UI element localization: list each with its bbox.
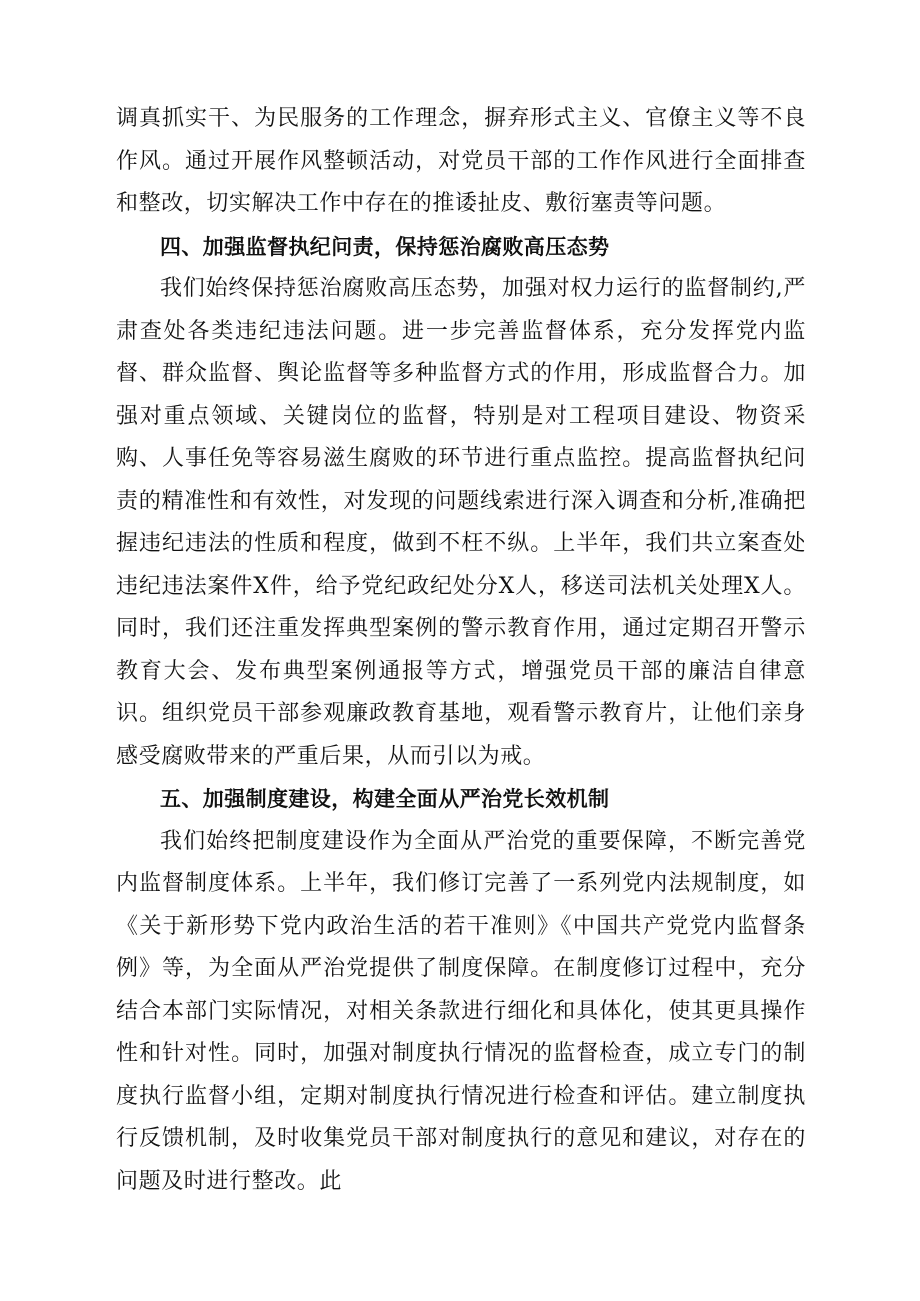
- paragraph-intro: 调真抓实干、为民服务的工作理念，摒弃形式主义、官僚主义等不良作风。通过开展作风整顿活动，对党员干部的工作作风进行全面排查和整改，切实解决工作中存在的推诿扯皮、敷衍塞责等问题。: [116, 106, 806, 216]
- paragraph-section-5: 我们始终把制度建设作为全面从严治党的重要保障，不断完善党内监督制度体系。上半年，我们修订完善了一系列党内法规制度，如《关于新形势下党内政治生活的若干准则》《中国共产党党内监督条例》等，为全面从严治党提供了制度保障。在制度修订过程中，充分结合本部门实际情况，对相关条款进行细化和具体化，使其更具操作性和针对性。同时，加强对制度执行情况的监督检查，成立专门的制度执行监督小组，定期对制度执行情况进行检查和评估。建立制度执行反馈机制，及时收集党员干部对制度执行的意见和建议，对存在的问题及时进行整改。此: [116, 828, 806, 1194]
- document-body: [116, 98, 806, 1203]
- paragraph-section-4: 我们始终保持惩治腐败高压态势，加强对权力运行的监督制约,严肃查处各类违纪违法问题。进一步完善监督体系，充分发挥党内监督、群众监督、舆论监督等多种监督方式的作用，形成监督合力。加强对重点领域、关键岗位的监督，特别是对工程项目建设、物资采购、人事任免等容易滋生腐败的环节进行重点监控。提高监督执纪问责的精准性和有效性，对发现的问题线索进行深入调查和分析,准确把握违纪违法的性质和程度，做到不枉不纵。上半年，我们共立案查处违纪违法案件X件，给予党纪政纪处分X人，移送司法机关处理X人。同时，我们还注重发挥典型案例的警示教育作用，通过定期召开警示教育大会、发布典型案例通报等方式，增强党员干部的廉洁自律意识。组织党员干部参观廉政教育基地，观看警示教育片，让他们亲身感受腐败带来的严重后果，从而引以为戒。: [116, 276, 806, 769]
- section-heading-4: 四、加强监督执纪问责，保持惩治腐败高压态势: [160, 234, 610, 259]
- section-heading-5: 五、加强制度建设，构建全面从严治党长效机制: [160, 787, 610, 811]
